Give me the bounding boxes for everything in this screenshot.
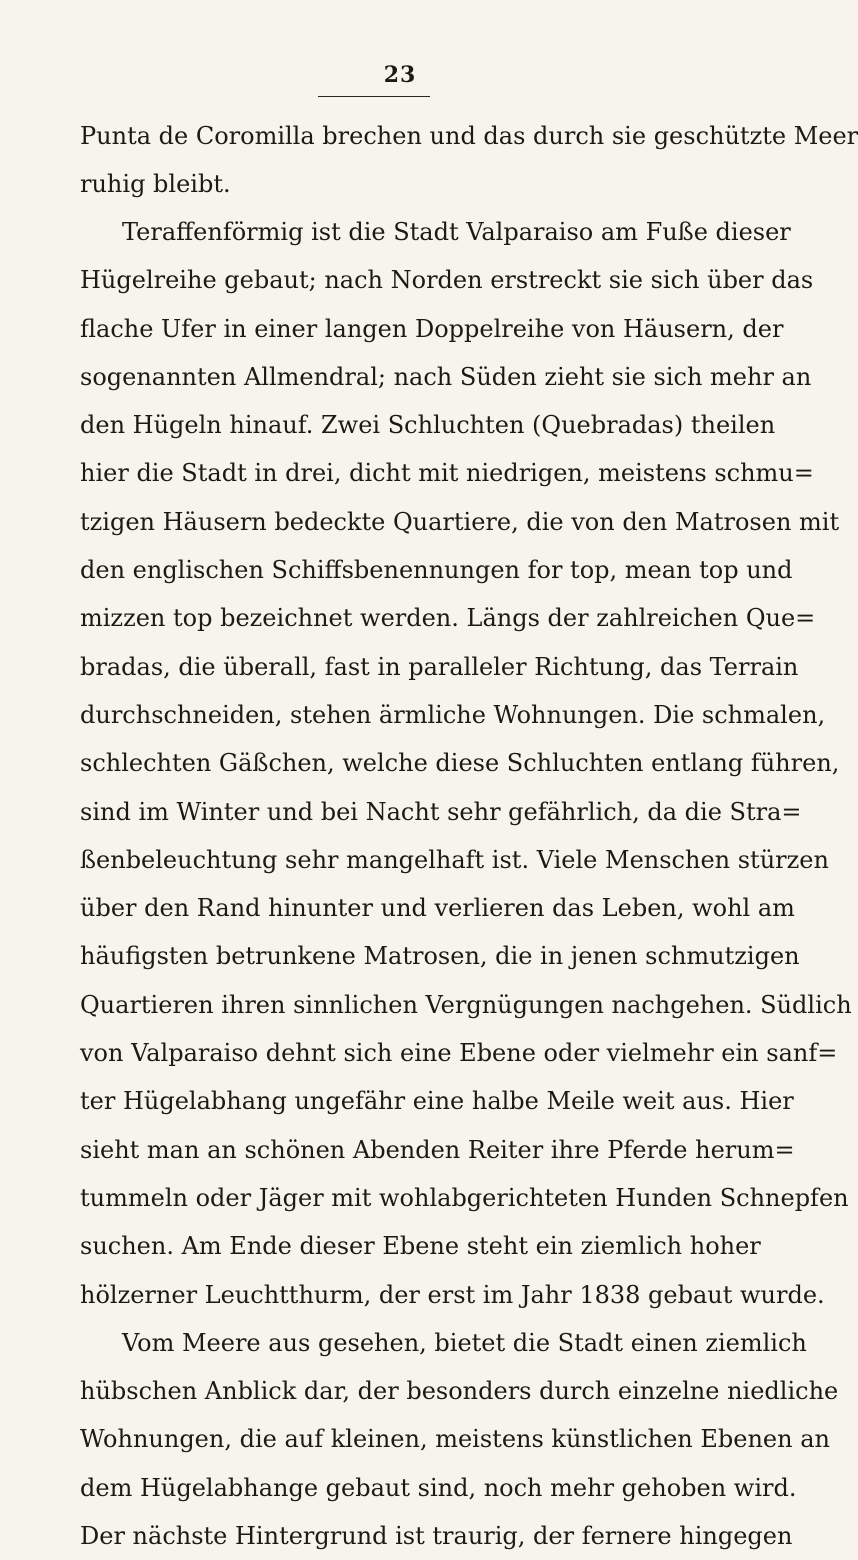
text-line: Hügelreihe gebaut; nach Norden erstreckt sie sich über das [80, 266, 814, 295]
text-line: Der nächste Hintergrund ist traurig, der fernere hingegen [80, 1522, 793, 1551]
paragraph-1 [80, 112, 858, 209]
text-line: sind im Winter und bei Nacht sehr gefährlich, da die Stra= [80, 797, 802, 826]
text-line: Quartieren ihren sinnlichen Vergnügungen nachgehen. Südlich [80, 990, 852, 1019]
text-line: hübschen Anblick dar, der besonders durch einzelne niedliche [80, 1377, 839, 1406]
text-line: schlechten Gäßchen, welche diese Schluchten entlang führen, [80, 749, 840, 778]
text-line: tummeln oder Jäger mit wohlabgerichteten Hunden Schnepfen [80, 1183, 849, 1212]
text-line: suchen. Am Ende dieser Ebene steht ein ziemlich hoher [80, 1232, 761, 1261]
text-line: bradas, die überall, fast in paralleler Richtung, das Terrain [80, 652, 799, 681]
text-line: dem Hügelabhange gebaut sind, noch mehr gehoben wird. [80, 1473, 797, 1502]
text-line: ßenbeleuchtung sehr mangelhaft ist. Viele Menschen stürzen [80, 845, 829, 874]
text-line: ter Hügelabhang ungefähr eine halbe Meile weit aus. Hier [80, 1087, 794, 1116]
page-number: 23 [383, 62, 417, 88]
text-line: Vom Meere aus gesehen, bietet die Stadt einen ziemlich [122, 1328, 807, 1357]
text-line: über den Rand hinunter und verlieren das Leben, wohl am [80, 894, 795, 923]
text-line: tzigen Häusern bedeckte Quartiere, die von den Matrosen mit [80, 507, 840, 536]
text-line: häufigsten betrunkene Matrosen, die in jenen schmutzigen [80, 942, 800, 971]
text-line: den Hügeln hinauf. Zwei Schluchten (Quebradas) theilen [80, 411, 776, 440]
text-line: sogenannten Allmendral; nach Süden zieht sie sich mehr an [80, 362, 812, 391]
text-line: Wohnungen, die auf kleinen, meistens künstlichen Ebenen an [80, 1425, 830, 1454]
text-line: Teraffenförmig ist die Stadt Valparaiso am Fuße dieser [122, 218, 791, 246]
text-line: flache Ufer in einer langen Doppelreihe von Häusern, der [80, 314, 784, 343]
page-number-rule [318, 96, 430, 97]
paragraph-2 [80, 208, 852, 1560]
text-line: den englischen Schiffsbenennungen for top, mean top und [80, 556, 793, 585]
text-line: sieht man an schönen Abenden Reiter ihre Pferde herum= [80, 1135, 795, 1164]
text-line: von Valparaiso dehnt sich eine Ebene oder vielmehr ein sanf= [80, 1039, 838, 1068]
text-line: Punta de Coromilla brechen und das durch sie geschützte Meer [80, 122, 858, 150]
text-line: durchschneiden, stehen ärmliche Wohnungen. Die schmalen, [80, 700, 826, 729]
text-line: ruhig bleibt. [80, 170, 231, 199]
text-line: hier die Stadt in drei, dicht mit niedrigen, meistens schmu= [80, 459, 814, 488]
text-line: hölzerner Leuchtthurm, der erst im Jahr 1838 gebaut wurde. [80, 1280, 825, 1309]
text-line: mizzen top bezeichnet werden. Längs der zahlreichen Que= [80, 604, 816, 633]
